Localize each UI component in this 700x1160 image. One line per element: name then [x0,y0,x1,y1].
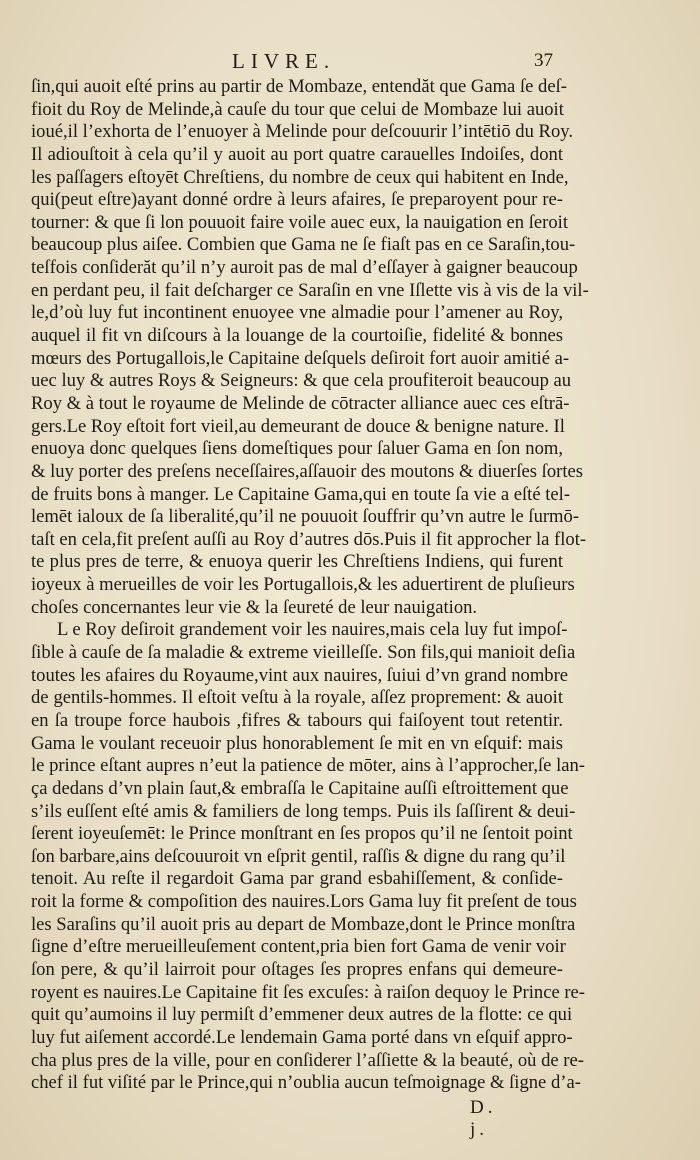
text-line: tenoit. Au reſte il regardoit Gama par grand esbahiſſement, & conſide- [31,868,563,890]
text-line: teſfois conſiderăt qu’il n’y auroit pas de mal d’eſſayer à gaigner beaucoup [31,257,578,279]
text-line: les Saraſins qu’il auoit pris au depart de Mombaze,dont le Prince monſtra [31,913,576,935]
text-line: ſin,qui auoit eſté prins au partir de Mombaze, entendăt que Gama ſe deſ- [31,76,567,97]
text-line: te plus pres de terre, & enuoya querir les Chreſtiens Indiens, qui furent [31,551,563,573]
text-line: enuoya donc quelques ſiens domeſtiques pour ſaluer Gama en ſon nom, [31,438,563,460]
text-line: gers.Le Roy eſtoit fort vieil,au demeurant de douce & benigne nature. Il [31,415,565,437]
text-line: roit la forme & compoſition des nauires.Lors Gama luy fit preſent de tous [31,891,577,913]
text-line: ioué,il l’exhorta de l’enuoyer à Melinde pour deſcouurir l’intētiō du Roy. [31,121,573,143]
text-line: taſt en cela,fit preſent auſſi au Roy d’autres dōs.Puis il fit approcher la flot- [31,528,587,550]
text-line: & luy porter des preſens neceſſaires,aſſauoir des moutons & diuerſes ſortes [31,460,583,482]
text-line: toutes les afaires du Royaume,vint aux nauires, ſuiui d’vn grand nombre [31,664,569,686]
signature-mark: D. j. [470,1097,497,1140]
text-line: cha plus pres de la ville, pour en conſiderer l’aſſiette & la beauté, où de re- [31,1049,584,1071]
text-line: L e Roy deſiroit grandement voir les nauires,mais cela luy fut impoſ- [57,619,568,641]
text-line: les paſſagers eſtoyēt Chreſtiens, du nombre de ceux qui habitent en Inde, [31,166,569,188]
text-line: qui(peut eſtre)ayant donné ordre à leurs afaires, ſe preparoyent pour re- [31,189,563,211]
text-line: ſerent ioyeuſemēt: le Prince monſtrant en ſes propos qu’il ne ſentoit point [31,823,573,845]
text-line: quit qu’aumoins il luy permiſt d’emmener deux autres de la flotte: ce qui [31,1004,573,1026]
text-line: Roy & à tout le royaume de Melinde de cōtracter alliance auec ces eſtrā- [31,392,570,414]
text-line: ça dedans d’vn plain ſaut,& embraſſa le Capitaine auſſi eſtroittement que [31,777,569,799]
page-number: 37 [534,50,553,71]
text-line: le,d’où luy fut incontinent enuoyee vne almadie pour l’amener au Roy, [31,302,563,324]
text-line: lemēt ialoux de ſa liberalité,qu’il ne pouuoit ſouffrir qu’vn autre le ſurmō- [31,506,580,528]
text-line: tourner: & que ſi lon pouuoit faire voile auec eux, la nauigation en ſeroit [31,211,568,233]
text-line: ſon pere, & qu’il lairroit pour oſtages ſes propres enfans qui demeure- [31,958,563,980]
text-line: choſes concernantes leur vie & la ſeureté de leur nauigation. [31,596,478,618]
text-line: s’ils euſſent eſté amis & familiers de long temps. Puis ils ſaſſirent & deui- [31,800,576,822]
text-line: ioyeux à merueilles de voir les Portugallois,& les aduertirent de pluſieurs [31,574,575,596]
text-line: beaucoup plus aiſee. Combien que Gama ne ſe fiaſt pas en ce Saraſin,tou- [31,234,576,256]
text-line: de fruits bons à manger. Le Capitaine Gama,qui en toute ſa vie a eſté tel- [31,483,571,505]
text-line: en ſa troupe force haubois ,fifres & tabours qui faiſoyent tout retentir. [31,709,563,731]
text-line: fioit du Roy de Melinde,à cauſe du tour que celui de Mombaze lui auoit [31,98,564,120]
running-head: LIVRE. [232,49,336,73]
text-line: auquel il fit vn diſcours à la louange de la courtoiſie, fidelité & bonnes [31,325,563,347]
text-line: le prince eſtant aupres n’eut la patience de mōter, ains à l’approcher,ſe lan- [31,755,585,777]
text-line: ſon barbare,ains deſcouuroit vn eſprit gentil, raſſis & digne du rang qu’il [31,845,566,867]
text-line: Il adiouſtoit à cela qu’il y auoit au port quatre carauelles Indoiſes, dont [31,143,563,165]
text-line: Gama le voulant receuoir plus honorablement ſe mit en vn eſquif: mais [31,732,563,754]
text-line: uec luy & autres Roys & Seigneurs: & que cela proufiteroit beaucoup au [31,370,572,392]
text-line: mœurs des Portugallois,le Capitaine deſquels deſiroit fort auoir amitié a- [31,347,570,369]
text-line: en perdant peu, il fait deſcharger ce Saraſin en vne Iſlette vis à vis de la vil- [31,279,589,301]
paragraph-2 [31,619,585,1094]
text-line: ſible à cauſe de ſa maladie & extreme vieilleſſe. Son fils,qui manioit deſia [31,642,576,664]
text-line: chef il fut viſité par le Prince,qui n’oublia aucun teſmoignage & ſigne d’a- [31,1072,581,1094]
body-text [31,76,589,1095]
text-line: ſigne d’eſtre merueilleuſement content,pria bien fort Gama de venir voir [31,936,566,958]
text-line: de gentils-hommes. Il eſtoit veſtu à la royale, aſſez proprement: & auoit [31,687,563,709]
text-line: royent es nauires.Le Capitaine fit ſes excuſes: à raiſon dequoy le Prince re- [31,981,585,1003]
paragraph-1 [31,76,589,619]
text-line: luy fut aiſement accordé.Le lendemain Gama porté dans vn eſquif appro- [31,1026,573,1048]
